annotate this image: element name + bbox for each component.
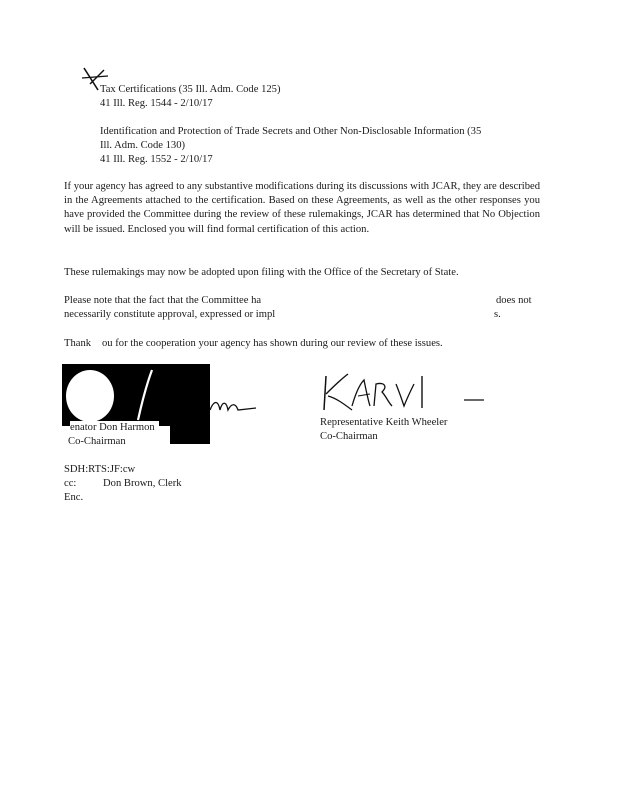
footer-initials: SDH:RTS:JF:cw (64, 464, 136, 475)
footer-enclosure: Enc. (64, 492, 84, 503)
signature-tail-left (208, 394, 258, 416)
paragraph-note-line2-left: necessarily constitute approval, expressed or impl (64, 309, 276, 320)
left-signer-role: Co-Chairman (68, 435, 166, 449)
paragraph-note-line2-right: s. (494, 309, 501, 320)
redaction-block-lower (170, 420, 210, 444)
left-signer-name: enator Don Harmon (70, 421, 159, 435)
signature-right (318, 370, 488, 414)
item-1-register: 41 Ill. Reg. 1544 - 2/10/17 (100, 98, 213, 109)
paragraph-agreements: If your agency has agreed to any substantive modifications during its discussions with JCAR, they are described in the Agreements attached to the certification. Based on these Agreements, as well as the other responses you have provided the Committee during the review of these rulemakings, JCAR has determined that No Objection will be issued. Enclosed you will find formal certification of this action. (64, 181, 540, 235)
right-signer-name: Representative Keith Wheeler (320, 417, 448, 428)
footer-cc-label: cc: (64, 478, 77, 489)
paragraph-adoption: These rulemakings may now be adopted upon filing with the Office of the Secretary of State. (64, 267, 459, 278)
paragraph-thanks-right: ou for the cooperation your agency has shown during our review of these issues. (102, 338, 443, 349)
footer-cc-value: Don Brown, Clerk (103, 478, 182, 489)
item-2-register: 41 Ill. Reg. 1552 - 2/10/17 (100, 154, 213, 165)
right-signer-role: Co-Chairman (320, 431, 378, 442)
item-2-title-line1: Identification and Protection of Trade Secrets and Other Non-Disclosable Information (35 (100, 126, 482, 137)
signature-stroke-left (126, 368, 166, 426)
paragraph-note-line1-right: does not (496, 295, 532, 306)
item-2-title-line2: Ill. Adm. Code 130) (100, 140, 186, 151)
paragraph-thanks-left: Thank (64, 338, 92, 349)
item-1-title: Tax Certifications (35 Ill. Adm. Code 125) (100, 84, 281, 95)
signature-remnant-left (64, 368, 124, 424)
paragraph-note-line1-left: Please note that the fact that the Committee ha (64, 295, 262, 306)
